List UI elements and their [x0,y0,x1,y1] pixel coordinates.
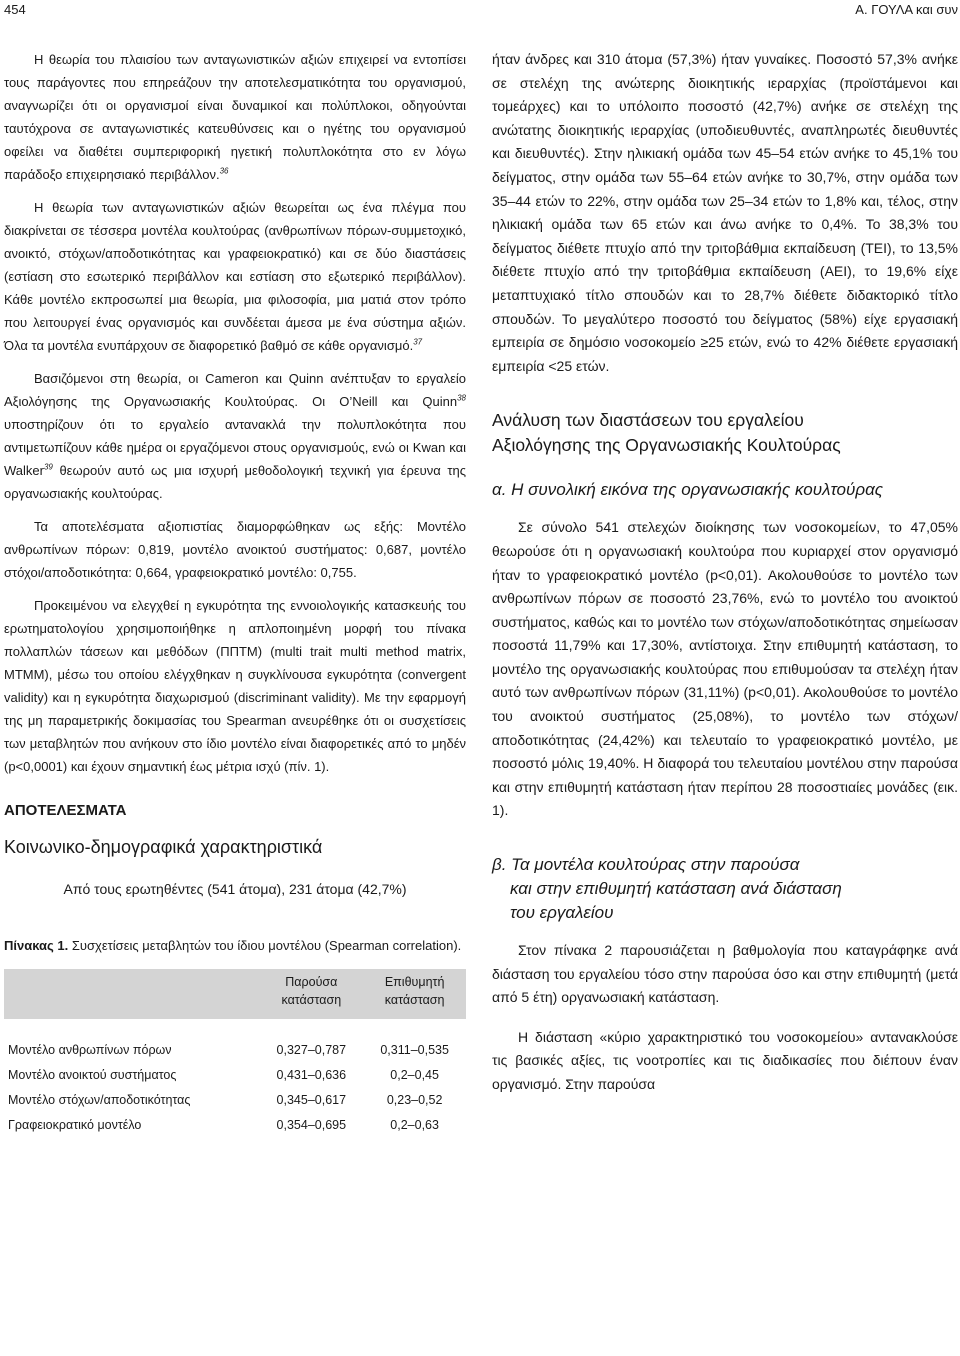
paragraph: Σε σύνολο 541 στελεχών διοίκησης των νοσοκομείων, το 47,05% θεωρούσε ότι η οργανωσιακή κουλτούρα που κυριαρχεί στον οργανισμό ήταν το γραφειοκρατικό μοντέλο (p<0,01). Ακολουθούσε το μοντέλο των ανθρωπίνων πόρων σε ποσοστό 23,76%, ενώ το μοντέλο του ανοικτού συστήματος, καθώς και το μοντέλο των στόχων/αποδοτικότητας σημείωσαν ποσοστά 11,79% και 17,30%, αντίστοιχα. Στην επιθυμητή κατάσταση, το μοντέλο της οργανωσιακής κουλτούρας που επιθυμούσαν τα στελέχη ήταν αυτό των ανθρωπίνων πόρων (31,11%) (p<0,01). Ακολουθούσε το μοντέλο του ανοικτού συστήματος (25,08%), το μοντέλο των στόχων/αποδοτικότητας (24,42%) και τελευταίο το γραφειοκρατικό μοντέλο, με ποσοστό μόλις 19,40%. Η διαφορά του τελευταίου μοντέλου στην παρούσα και στην επιθυμητή κατάσταση ήταν περίπου 28 ποσοστιαίες μονάδες (εικ. 1). [492,519,958,819]
right-column [492,48,958,1097]
paragraph: Προκειμένου να ελεγχθεί η εγκυρότητα της εννοιολογικής κατασκευής του ερωτηματολογίου χρησιμοποιήθηκε η απλοποιημένη μορφή του πίνακα πολλαπλών τάσεων και μεθόδων (ΠΠΤΜ) (multi trait multi method matrix, MTMM), μέσω του οποίου ελέγχθηκαν η συγκλίνουσα εγκυρότητα (convergent validity) και η εγκυρότητα διαχωρισμού (discriminant validity). Με την εφαρμογή της μη παραμετρικής δοκιμασίας του Spearman ανευρέθηκε ότι οι συσχετίσεις των μεταβλητών που ανήκουν στο ίδιο μοντέλο είναι διαφορετικές από το μηδέν (p<0,0001) και έχουν σημαντική έως μέτρια ισχύ (πίν. 1). [4,598,466,774]
cell-current: 0,431–0,636 [276,1068,347,1082]
subheading-b: β. Τα μοντέλα κουλτούρας στην παρούσα και στην επιθυμητή κατάσταση ανά διάσταση του εργαλείου [492,855,842,923]
cell-desired: 0,23–0,52 [386,1093,443,1107]
cell-desired: 0,311–0,535 [380,1043,449,1057]
page-number: 454 [4,2,26,17]
citation: 36 [219,166,229,176]
section-heading: Ανάλυση των διαστάσεων του εργαλείου Αξιολόγησης της Οργανωσιακής Κουλτούρας [492,410,841,456]
table-row [4,1087,466,1112]
subsection-title: Κοινωνικο-δημογραφικά χαρακτηριστικά [4,837,323,857]
paragraph: Βασιζόμενοι στη θεωρία, οι Cameron και Quinn ανέπτυξαν το εργαλείο Αξιολόγησης της Οργανωσιακής Κουλτούρας. Οι O’Neill και Quinn$^{38}$ υποστηρίζουν ότι το εργαλείο αντανακλά την πολυπλοκότητα που αντιμετωπίζουν κάθε ημέρα οι εργαζόμενοι στους οργανισμούς, ενώ οι Kwan και Walker$^{39}$ θεωρούν αυτό ως μια ισχυρή μεθοδολογική τεχνική για έρευνα της οργανωσιακής κουλτούρας. [4,371,466,501]
paragraph: Η διάσταση «κύριο χαρακτηριστικό του νοσοκομείου» αντανακλούσε τις βασικές αξίες, τις νοοτροπίες και τις διαδικασίες που διέπουν έναν οργανισμό. Στην παρούσα [492,1028,958,1092]
paragraph: Στον πίνακα 2 παρουσιάζεται η βαθμολογία που καταγράφηκε ανά διάσταση του εργαλείου τόσο στην παρούσα όσο και στην επιθυμητή (μετά από 5 έτη) οργανωσιακή κατάσταση. [492,942,958,1006]
paragraph: Τα αποτελέσματα αξιοπιστίας διαμορφώθηκαν ως εξής: Μοντέλο ανθρωπίνων πόρων: 0,819, μοντέλο ανοικτού συστήματος: 0,687, μοντέλο στόχοι/αποδοτικότητα: 0,664, γραφειοκρατικό μοντέλο: 0,755. [4,519,466,580]
cell-desired: 0,2–0,63 [390,1118,439,1132]
section-title: ΑΠΟΤΕΛΕΣΜΑΤΑ [4,802,127,819]
table-header-current: Παρούσα κατάσταση [259,969,363,1019]
running-title: Α. ΓΟΥΛΑ και συν [855,2,958,17]
row-label: Μοντέλο ανοικτού συστήματος [8,1068,177,1082]
row-label: Μοντέλο ανθρωπίνων πόρων [8,1043,172,1057]
row-label: Μοντέλο στόχων/αποδοτικότητας [8,1093,191,1107]
cell-current: 0,354–0,695 [276,1118,347,1132]
cell-current: 0,345–0,617 [276,1093,347,1107]
cell-desired: 0,2–0,45 [390,1068,439,1082]
subheading-a: α. Η συνολική εικόνα της οργανωσιακής κουλτούρας [492,480,884,500]
citation: 37 [413,337,423,347]
cell-current: 0,327–0,787 [276,1043,347,1057]
table-header-empty [4,969,259,1019]
page-header [0,0,960,22]
citation: 38 [457,393,466,403]
paragraph: Η θεωρία των ανταγωνιστικών αξιών θεωρείται ως ένα πλέγμα που διακρίνεται σε τέσσερα μοντέλα κουλτούρας (ανθρωπίνων πόρων-συμμετοχικό, ανοικτό, στόχων/αποδοτικότητας και γραφειοκρατικό) και σε δύο διαστάσεις (εστίαση στο εσωτερικό περιβάλλον και εστίαση στο εξωτερικό περιβάλλον). Κάθε μοντέλο εκπροσωπεί μια θεωρία, μια φιλοσοφία, μια ματιά στον τρόπο που λειτουργεί ένας οργανισμός και συνδέεται άμεσα με ένα σύστημα αξιών. Όλα τα μοντέλα ενυπάρχουν σε διαφορετικό βαθμό σε κάθε οργανισμό.$^{37}$ [4,200,466,353]
correlation-table [4,969,466,1137]
table-header-row [4,969,466,1019]
table-header-desired: Επιθυμητή κατάσταση [363,969,466,1019]
citation: 39 [43,462,53,472]
left-column [4,48,466,1137]
row-label: Γραφειοκρατικό μοντέλο [8,1118,142,1132]
table-row [4,1112,466,1137]
paragraph: ήταν άνδρες και 310 άτομα (57,3%) ήταν γυναίκες. Ποσοστό 57,3% ανήκε σε στελέχη της ανώτερης διοικητικής ιεραρχίας (προϊστάμενοι και τομεάρχες) και το υπόλοιπο ποσοστό (42,7%) ανήκε σε στελέχη της ανώτατης διοικητικής ιεραρχίας (υποδιευθυντές, αναπληρωτές διευθυντές και διευθυντές). Στην ηλικιακή ομάδα των 45–54 ετών ανήκε το 45,1% του δείγματος, στην ομάδα των 55–64 ετών ανήκε το 30,7%, στην ομάδα των 35–44 ετών το 22%, στην ομάδα των 25–34 ετών το 1,8% και, τέλος, στην ηλικιακή ομάδα των 65 ετών και άνω ανήκε το 0,4%. Το 38,3% του δείγματος διέθετε πτυχίο από την τριτοβάθμια εκπαίδευση (ΤΕΙ), το 13,5% διέθετε πτυχίο από την τριτοβάθμια εκπαίδευση (ΑΕΙ), το 19,6% είχε μεταπτυχιακό τίτλο σπουδών και το 28,7% διέθετε διδακτορικό τίτλο σπουδών. Το μεγαλύτερο ποσοστό του δείγματος (58%) είχε εργασιακή εμπειρία σε δημόσιο νοσοκομείο ≥25 ετών, ενώ το 42% διέθετε εργασιακή εμπειρία <25 ετών. [492,51,958,374]
table-row [4,1019,466,1062]
paragraph: Η θεωρία του πλαισίου των ανταγωνιστικών αξιών επιχειρεί να εντοπίσει τους παράγοντες που επηρεάζουν την αποτελεσματικότητα του οργανισμού, αναγνωρίζει ότι οι οργανισμοί είναι δυναμικοί και πολύπλοκοι, οδηγούνται ταυτόχρονα σε ανταγωνιστικές κατευθύνσεις και ο ηγέτης του οργανισμού οφείλει να διαθέτει συμπεριφορική ηγετική πολυπλοκότητα στο εν λόγω παράδοξο επιχειρησιακό περιβάλλον.$^{36}$ [4,52,466,182]
table-row [4,1062,466,1087]
table-caption: Πίνακας 1. Συσχετίσεις μεταβλητών του ίδιου μοντέλου (Spearman correlation). [4,938,462,953]
paragraph: Από τους ερωτηθέντες (541 άτομα), 231 άτομα (42,7%) [63,881,407,897]
table-caption-label: Πίνακας 1. [4,938,69,953]
